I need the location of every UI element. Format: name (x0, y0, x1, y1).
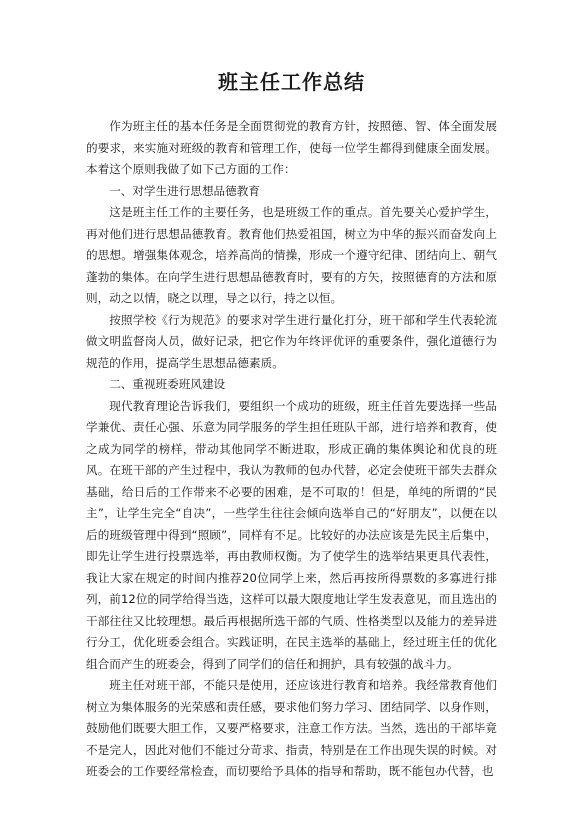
document-body (86, 116, 497, 783)
body-paragraph: 现代教育理论告诉我们，要组织一个成功的班级，班主任首先要选择一些品学兼优、责任心强、乐意为同学服务的学生担任班队干部，进行培养和教育，使之成为同学的榜样，带动其他同学不断进取，形成正确的集体舆论和优良的班风。在班干部的产生过程中，我认为教师的包办代替，必定会使班干部失去群众基础，给日后的工作带来不必要的困难，是不可取的！但是，单纯的所谓的“民主”，让学生完全“自决”，一些学生往往会倾向选举自己的“好朋友”，以便在以后的班级管理中得到“照顾”，同样有不足。比较好的办法应该是先民主后集中，即先让学生进行投票选举，再由教师权衡。为了使学生的选举结果更具代表性，我让大家在规定的时间内推荐20位同学上来，然后再按所得票数的多寡进行排列，前12位的同学给得当选，这样可以最大限度地让学生发表意见，而且选出的干部往往又比较理想。最后再根据所选干部的气质、性格类型以及能力的差异进行分工，优化班委会组合。实践证明，在民主选举的基础上，经过班主任的优化组合而产生的班委会，得到了同学们的信任和拥护，具有较强的战斗力。 (86, 398, 497, 671)
section-heading: 一、对学生进行思想品德教育 (109, 183, 260, 198)
body-paragraph: 班主任对班干部，不能只是使用，还应该进行教育和培养。我经常教育他们树立为集体服务的光荣感和责任感，要求他们努力学习、团结同学、以身作则，鼓励他们既要大胆工作，又要严格要求，注意工作方法。当然，选出的干部毕竟不是完人，因此对他们不能过分苛求、指责，特别是在工作出现失误的时候。对班委会的工作要经常检查，而切要给予具体的指导和帮助，既不能包办代替，也 (86, 678, 497, 778)
section-heading: 二、重视班委班风建设 (109, 377, 226, 391)
body-paragraph: 作为班主任的基本任务是全面贯彻党的教育方针，按照德、智、体全面发展的要求，来实施对班级的教育和管理工作，使每一位学生都得到健康全面发展。本着这个原则我做了如下己方面的工作： (86, 119, 497, 176)
document-title: 班主任工作总结 (218, 70, 365, 94)
body-paragraph: 按照学校《行为规范》的要求对学生进行量化打分，班干部和学生代表轮流做文明监督岗人员，做好记录，把它作为年终评优评的重要条件，强化道德行为规范的作用，提高学生思想品德素质。 (86, 312, 497, 370)
body-paragraph: 这是班主任工作的主要任务，也是班级工作的重点。首先要关心爱护学生，再对他们进行思想品德教育。教育他们热爱祖国，树立为中华的振兴而奋发向上的思想。增强集体观念，培养高尚的情操，形成一个遵守纪律、团结向上、朝气蓬勃的集体。在向学生进行思想品德教育时，要有的方矢，按照德育的方法和原则，动之以情，晓之以理，导之以行，持之以恒。 (86, 205, 497, 305)
